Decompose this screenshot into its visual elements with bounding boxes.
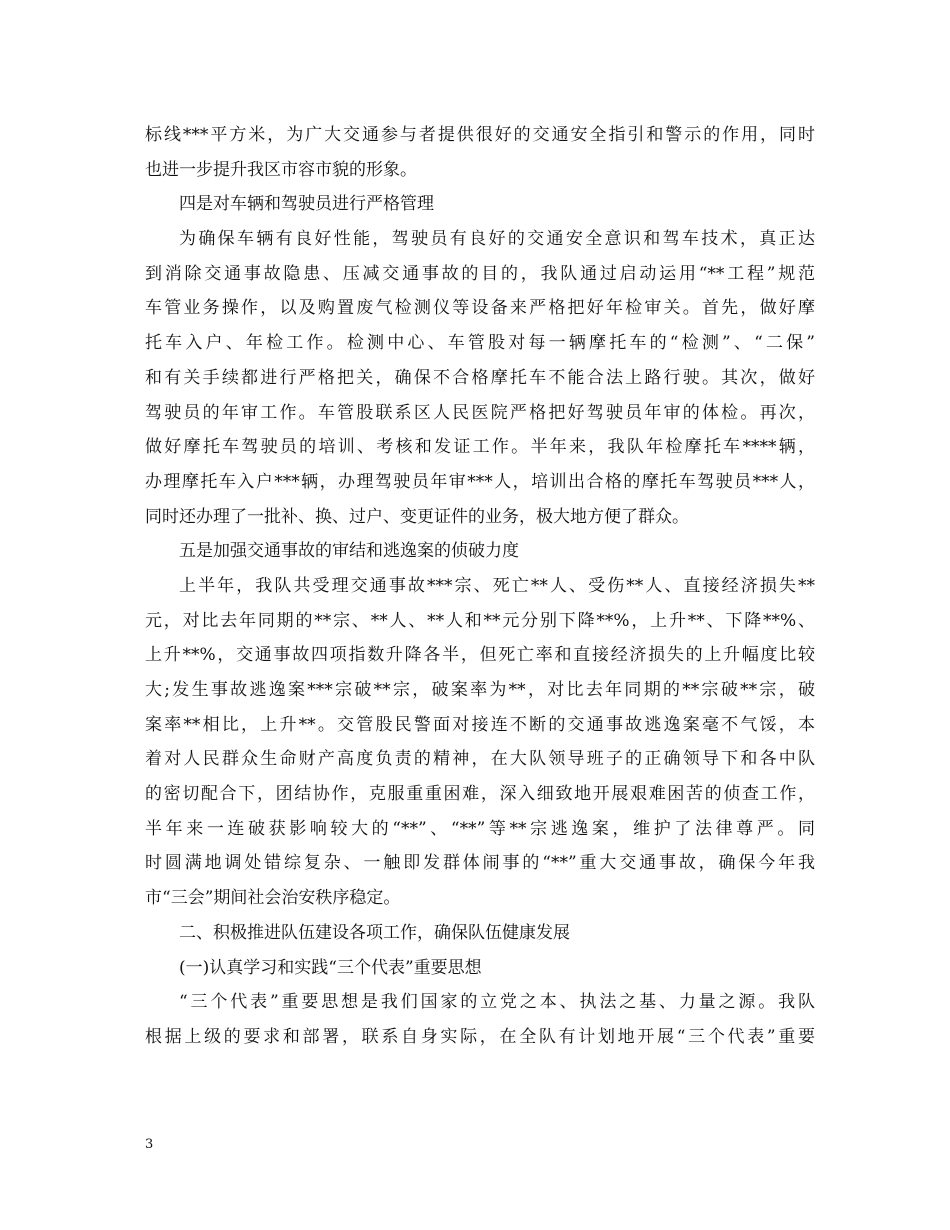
text-line: 托车入户、年检工作。检测中心、车管股对每一辆摩托车的“检测”、“二保” <box>145 333 815 354</box>
text-line: (一)认真学习和实践“三个代表”重要思想 <box>179 957 482 978</box>
text-line: 元，对比去年同期的**宗、**人、**人和**元分别下降**%，上升**、下降**%、 <box>145 610 815 631</box>
text-line: 也进一步提升我区市容市貌的形象。 <box>145 159 417 180</box>
text-line: 上升**%，交通事故四项指数升降各半，但死亡率和直接经济损失的上升幅度比较 <box>145 645 815 666</box>
text-line: 的密切配合下，团结协作，克服重重困难，深入细致地开展艰难困苦的侦查工作， <box>145 784 815 805</box>
text-line: 半年来一连破获影响较大的“**”、“**”等**宗逃逸案，维护了法律尊严。同 <box>145 818 815 839</box>
text-line: 办理摩托车入户***辆，办理驾驶员年审***人，培训出合格的摩托车驾驶员***人， <box>145 471 815 492</box>
text-line: 同时还办理了一批补、换、过户、变更证件的业务，极大地方便了群众。 <box>145 506 689 527</box>
text-line: 根据上级的要求和部署，联系自身实际，在全队有计划地开展“三个代表”重要 <box>145 1026 815 1047</box>
text-line: 四是对车辆和驾驶员进行严格管理 <box>179 194 434 215</box>
text-line: 驾驶员的年审工作。车管股联系区人民医院严格把好驾驶员年审的体检。再次， <box>145 402 815 423</box>
text-line: 标线***平方米，为广大交通参与者提供很好的交通安全指引和警示的作用，同时 <box>145 125 815 145</box>
text-line: 做好摩托车驾驶员的培训、考核和发证工作。半年来，我队年检摩托车****辆， <box>145 437 815 458</box>
text-line: 上半年，我队共受理交通事故***宗、死亡**人、受伤**人、直接经济损失** <box>179 575 815 596</box>
page-number: 3 <box>145 1137 154 1152</box>
text-line: 案率**相比，上升**。交管股民警面对接连不断的交通事故逃逸案毫不气馁，本 <box>145 714 815 735</box>
text-line: 时圆满地调处错综复杂、一触即发群体闹事的“**”重大交通事故，确保今年我 <box>145 853 815 874</box>
text-line: 五是加强交通事故的审结和逃逸案的侦破力度 <box>179 541 519 562</box>
text-line: 和有关手续都进行严格把关，确保不合格摩托车不能合法上路行驶。其次，做好 <box>145 367 815 388</box>
text-line: 着对人民群众生命财产高度负责的精神，在大队领导班子的正确领导下和各中队 <box>145 749 815 770</box>
text-line: 市“三会”期间社会治安秩序稳定。 <box>145 888 401 909</box>
text-line: 车管业务操作，以及购置废气检测仪等设备来严格把好年检审关。首先，做好摩 <box>145 298 815 319</box>
text-line: 大;发生事故逃逸案***宗破**宗，破案率为**，对比去年同期的**宗破**宗，破 <box>145 680 815 700</box>
text-line: 二、积极推进队伍建设各项工作，确保队伍健康发展 <box>179 922 570 943</box>
text-line: “三个代表”重要思想是我们国家的立党之本、执法之基、力量之源。我队 <box>179 992 815 1013</box>
body-text <box>145 118 815 1055</box>
text-line: 为确保车辆有良好性能，驾驶员有良好的交通安全意识和驾车技术，真正达 <box>179 229 815 250</box>
text-line: 到消除交通事故隐患、压减交通事故的目的，我队通过启动运用“**工程”规范 <box>145 263 815 284</box>
